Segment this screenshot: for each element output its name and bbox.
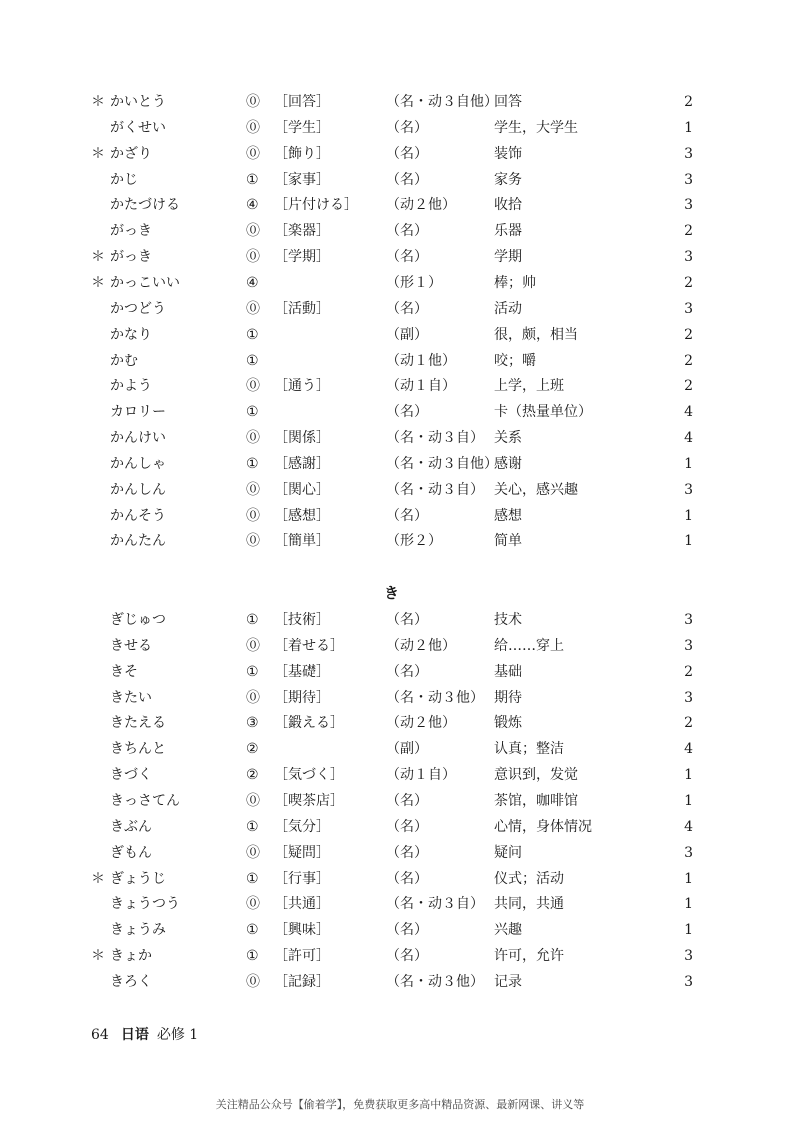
word-accent: ① [246,663,259,680]
word-part-of-speech: （名） [386,922,428,939]
word-kana: きっさてん [110,792,180,809]
word-level: 2 [684,223,693,240]
word-accent: ① [246,870,259,887]
word-meaning: 收拾 [494,197,522,214]
page-number: 64 [91,1027,109,1043]
word-accent: ① [246,818,259,835]
word-kanji: ［家事］ [274,171,330,188]
word-level: 2 [684,94,693,110]
word-kanji: ［許可］ [274,948,330,965]
book-volume: 必修 1 [156,1027,199,1043]
word-part-of-speech: （名） [386,663,428,680]
word-kanji: ［通う］ [274,378,330,395]
word-accent: ⓪ [246,844,260,861]
word-level: 1 [684,870,693,887]
word-kana: カロリー [110,404,166,421]
vocab-entry [0,89,800,115]
word-accent: ⓪ [246,637,260,654]
word-level: 2 [684,378,693,395]
word-meaning: 装饰 [494,145,522,162]
word-accent: ⓪ [246,94,260,110]
word-level: 4 [684,430,693,447]
word-part-of-speech: （名・动３自他） [386,455,498,472]
word-kanji: ［期待］ [274,689,330,706]
word-accent: ⓪ [246,223,260,240]
word-kana: ぎょうじ [110,870,166,887]
word-meaning: 家务 [494,171,522,188]
word-accent: ⓪ [246,973,260,990]
word-accent: ⓪ [246,792,260,809]
word-kana: かよう [110,378,152,395]
word-accent: ⓪ [246,119,260,136]
word-kanji: ［気分］ [274,818,330,835]
vocab-entry [0,943,800,969]
word-kana: かんしゃ [110,455,166,472]
word-meaning: 卡（热量单位） [494,404,592,421]
review-star-mark: ＊ [91,870,105,887]
word-kanji: ［疑問］ [274,844,330,861]
word-part-of-speech: （副） [386,326,428,343]
vocab-entry [0,710,800,736]
word-part-of-speech: （形１） [386,274,442,291]
word-kanji: ［学生］ [274,119,330,136]
word-kana: がっき [110,223,152,240]
word-meaning: 很，颇，相当 [494,326,578,343]
word-level: 3 [684,844,693,861]
vocab-entry [0,762,800,788]
word-level: 3 [684,197,693,214]
word-level: 1 [684,767,693,784]
word-meaning: 简单 [494,533,522,550]
book-title: 日语 [120,1027,149,1043]
word-level: 4 [684,818,693,835]
word-part-of-speech: （名） [386,870,428,887]
word-kanji: ［簡単］ [274,533,330,550]
word-part-of-speech: （名） [386,507,428,524]
word-kanji: ［楽器］ [274,223,330,240]
word-accent: ⓪ [246,145,260,162]
word-meaning: 回答 [494,94,522,110]
word-part-of-speech: （名） [386,404,428,421]
review-star-mark: ＊ [91,94,105,110]
word-meaning: 期待 [494,689,522,706]
word-kana: きづく [110,767,152,784]
vocab-entry [0,244,800,270]
word-part-of-speech: （名・动３自他） [386,94,498,110]
word-kanji: ［基礎］ [274,663,330,680]
review-star-mark: ＊ [91,948,105,965]
word-kana: ぎもん [110,844,152,861]
word-level: 3 [684,481,693,498]
word-accent: ⓪ [246,300,260,317]
word-part-of-speech: （名） [386,844,428,861]
word-part-of-speech: （形２） [386,533,442,550]
word-meaning: 感想 [494,507,522,524]
word-accent: ① [246,948,259,965]
word-level: 1 [684,507,693,524]
word-part-of-speech: （动２他） [386,197,456,214]
word-kana: ぎじゅつ [110,612,166,628]
word-kanji: ［感想］ [274,507,330,524]
review-star-mark: ＊ [91,249,105,266]
vocab-entry [0,373,800,399]
word-meaning: 疑问 [494,844,522,861]
word-meaning: 茶馆，咖啡馆 [494,792,578,809]
word-meaning: 上学，上班 [494,378,564,395]
vocab-entry [0,969,800,995]
vocab-entry [0,736,800,762]
vocab-entry [0,840,800,866]
word-part-of-speech: （名） [386,948,428,965]
vocab-entry [0,141,800,167]
word-part-of-speech: （名） [386,818,428,835]
word-accent: ① [246,922,259,939]
word-kana: きたえる [110,715,166,732]
word-part-of-speech: （动２他） [386,715,456,732]
word-kana: きろく [110,973,152,990]
word-part-of-speech: （名） [386,792,428,809]
word-part-of-speech: （动１自） [386,378,456,395]
vocab-entry [0,503,800,529]
word-meaning: 活动 [494,300,522,317]
word-meaning: 锻炼 [494,715,522,732]
vocab-entry [0,399,800,425]
word-kanji: ［感謝］ [274,455,330,472]
word-part-of-speech: （名・动３自） [386,896,484,913]
word-meaning: 技术 [494,612,522,628]
word-kanji: ［記録］ [274,973,330,990]
word-meaning: 感谢 [494,455,522,472]
section-heading-ki: き [384,584,400,602]
word-level: 2 [684,274,693,291]
word-kanji: ［喫茶店］ [274,792,344,809]
word-kana: きぶん [110,818,152,835]
vocab-entry [0,685,800,711]
word-kana: かっこいい [110,274,180,291]
word-level: 2 [684,352,693,369]
vocab-entry [0,659,800,685]
word-meaning: 学期 [494,249,522,266]
word-kanji: ［共通］ [274,896,330,913]
word-part-of-speech: （名・动３自） [386,481,484,498]
word-level: 3 [684,145,693,162]
vocab-entry [0,528,800,554]
word-accent: ⓪ [246,533,260,550]
word-kanji: ［活動］ [274,300,330,317]
word-level: 3 [684,689,693,706]
vocab-entry [0,814,800,840]
word-meaning: 记录 [494,973,522,990]
word-accent: ① [246,352,259,369]
word-level: 3 [684,171,693,188]
word-meaning: 认真；整洁 [494,741,564,758]
vocab-entry [0,891,800,917]
word-level: 3 [684,948,693,965]
word-kana: きそ [110,663,138,680]
word-level: 3 [684,973,693,990]
promo-footer-note: 关注精品公众号【偷着学】，免费获取更多高中精品资源、最新网课、讲义等 [215,1098,585,1111]
vocab-entry [0,917,800,943]
vocab-entry [0,322,800,348]
word-part-of-speech: （动１他） [386,352,456,369]
vocab-entry [0,348,800,374]
word-kanji: ［鍛える］ [274,715,344,732]
vocab-entry [0,167,800,193]
word-accent: ⓪ [246,689,260,706]
word-level: 4 [684,404,693,421]
word-part-of-speech: （名） [386,119,428,136]
word-level: 1 [684,896,693,913]
word-level: 2 [684,663,693,680]
vocab-entry [0,115,800,141]
word-part-of-speech: （名・动３他） [386,689,484,706]
word-meaning: 给……穿上 [494,637,564,654]
vocab-entry [0,425,800,451]
word-level: 1 [684,533,693,550]
word-meaning: 意识到，发觉 [494,767,578,784]
word-kana: きちんと [110,741,166,758]
word-part-of-speech: （名） [386,612,428,628]
word-part-of-speech: （名） [386,171,428,188]
word-kanji: ［気づく］ [274,767,344,784]
word-kanji: ［着せる］ [274,637,344,654]
word-accent: ④ [246,197,259,214]
word-accent: ② [246,767,259,784]
word-meaning: 许可，允许 [494,948,564,965]
word-part-of-speech: （名） [386,223,428,240]
word-kana: かいとう [110,94,166,110]
word-accent: ⓪ [246,430,260,447]
word-level: 3 [684,637,693,654]
word-kana: かんしん [110,481,166,498]
review-star-mark: ＊ [91,274,105,291]
word-accent: ① [246,171,259,188]
word-kana: かんたん [110,533,166,550]
review-star-mark: ＊ [91,145,105,162]
word-accent: ⓪ [246,481,260,498]
word-accent: ③ [246,715,259,732]
word-accent: ⓪ [246,378,260,395]
vocab-entry [0,296,800,322]
word-part-of-speech: （动１自） [386,767,456,784]
word-kana: きょうつう [110,896,180,913]
vocab-entry [0,218,800,244]
word-level: 1 [684,119,693,136]
word-accent: ② [246,741,259,758]
word-kana: かんけい [110,430,166,447]
word-meaning: 心情，身体情况 [494,818,592,835]
word-kana: かんそう [110,507,166,524]
word-kanji: ［関心］ [274,481,330,498]
word-meaning: 学生，大学生 [494,119,578,136]
word-accent: ① [246,612,259,628]
word-accent: ① [246,326,259,343]
word-meaning: 共同，共通 [494,896,564,913]
vocab-entry [0,477,800,503]
vocab-entry [0,192,800,218]
word-accent: ① [246,404,259,421]
word-kana: かじ [110,171,138,188]
word-kana: きせる [110,637,152,654]
word-level: 1 [684,455,693,472]
word-meaning: 咬；嚼 [494,352,536,369]
vocab-entry [0,451,800,477]
vocab-entry [0,270,800,296]
word-level: 2 [684,715,693,732]
word-meaning: 兴趣 [494,922,522,939]
word-kana: がっき [110,249,152,266]
word-level: 1 [684,922,693,939]
page-footer [91,1024,210,1046]
word-meaning: 乐器 [494,223,522,240]
word-meaning: 基础 [494,663,522,680]
word-part-of-speech: （副） [386,741,428,758]
vocab-entry [0,607,800,633]
word-kanji: ［行事］ [274,870,330,887]
word-accent: ④ [246,274,259,291]
word-kanji: ［飾り］ [274,145,330,162]
word-kana: きょうみ [110,922,166,939]
word-meaning: 棒；帅 [494,274,536,291]
word-meaning: 关心，感兴趣 [494,481,578,498]
word-kanji: ［関係］ [274,430,330,447]
vocab-entry [0,788,800,814]
vocab-entry [0,866,800,892]
word-level: 3 [684,300,693,317]
word-kana: かたづける [110,197,180,214]
word-kana: かざり [110,145,152,162]
word-level: 1 [684,792,693,809]
word-kana: かつどう [110,300,166,317]
word-level: 4 [684,741,693,758]
vocab-entry [0,633,800,659]
word-meaning: 仪式；活动 [494,870,564,887]
word-kanji: ［片付ける］ [274,197,358,214]
word-accent: ① [246,455,259,472]
word-part-of-speech: （动２他） [386,637,456,654]
word-level: 3 [684,249,693,266]
word-kana: きょか [110,948,152,965]
word-kanji: ［回答］ [274,94,330,110]
word-kanji: ［興味］ [274,922,330,939]
word-kana: かなり [110,326,152,343]
word-accent: ⓪ [246,896,260,913]
word-part-of-speech: （名） [386,300,428,317]
word-part-of-speech: （名・动３他） [386,973,484,990]
word-part-of-speech: （名・动３自） [386,430,484,447]
word-accent: ⓪ [246,249,260,266]
word-part-of-speech: （名） [386,249,428,266]
word-kana: かむ [110,352,138,369]
word-level: 3 [684,612,693,628]
word-kanji: ［学期］ [274,249,330,266]
word-kana: がくせい [110,119,166,136]
word-kana: きたい [110,689,152,706]
word-level: 2 [684,326,693,343]
word-part-of-speech: （名） [386,145,428,162]
word-accent: ⓪ [246,507,260,524]
word-kanji: ［技術］ [274,612,330,628]
word-meaning: 关系 [494,430,522,447]
